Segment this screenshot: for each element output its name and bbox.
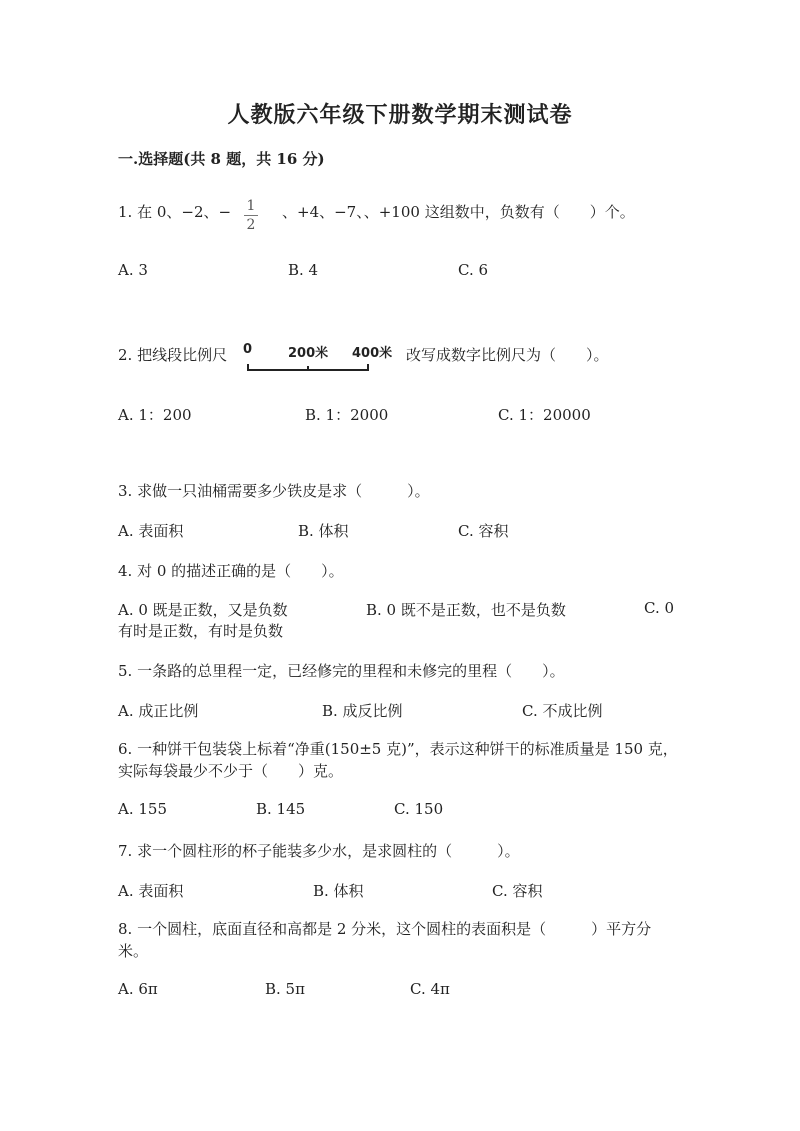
q3-option-a: A. 表面积 [118,522,184,540]
q8-option-c: C. 4π [410,980,450,998]
scale-line [240,342,400,378]
fraction-one-half [244,198,258,233]
q3-option-b: B. 体积 [298,522,349,540]
scale-label-0: 0 [243,342,253,357]
q7-option-b: B. 体积 [313,882,364,900]
q1-option-a: A. 3 [118,261,148,279]
q5-option-c: C. 不成比例 [522,702,603,720]
q4-option-a: A. 0 既是正数，又是负数 [118,601,288,619]
question-2-prefix: 2. 把线段比例尺 [118,346,228,364]
q4-option-b: B. 0 既不是正数，也不是负数 [366,601,566,619]
fraction-numerator: 1 [246,198,256,214]
q2-option-c: C. 1：20000 [498,406,591,424]
q1-option-b: B. 4 [288,261,319,279]
question-3: 3. 求做一只油桶需要多少铁皮是求（ ）。 [118,482,430,500]
question-2-suffix: 改写成数字比例尺为（ ）。 [406,346,609,364]
line-scale-figure [240,342,400,378]
question-5: 5. 一条路的总里程一定，已经修完的里程和未修完的里程（ ）。 [118,662,565,680]
scale-label-200: 200米 [288,346,329,361]
question-1-suffix: 、+4、−7、、+100 这组数中，负数有（ ）个。 [282,203,635,221]
question-1-prefix: 1. 在 0、−2、− [118,203,232,221]
q5-option-b: B. 成反比例 [322,702,403,720]
q7-option-a: A. 表面积 [118,882,184,900]
q8-option-a: A. 6π [118,980,158,998]
question-8: 8. 一个圆柱，底面直径和高都是 2 分米，这个圆柱的表面积是（ ）平方分米。 [118,920,652,960]
q8-option-b: B. 5π [265,980,305,998]
page-title: 人教版六年级下册数学期末测试卷 [227,102,573,128]
q4-option-c: C. 0 [644,599,675,617]
q5-option-a: A. 成正比例 [118,702,199,720]
q4-option-c-continued: 有时是正数，有时是负数 [118,622,284,640]
q2-option-b: B. 1：2000 [305,406,389,424]
section-heading: 一.选择题(共 8 题，共 16 分) [118,150,325,168]
question-7: 7. 求一个圆柱形的杯子能装多少水，是求圆柱的（ ）。 [118,842,520,860]
q6-option-a: A. 155 [118,800,167,818]
q6-option-b: B. 145 [256,800,306,818]
scale-label-400: 400米 [352,346,393,361]
q6-option-c: C. 150 [394,800,444,818]
question-4: 4. 对 0 的描述正确的是（ ）。 [118,562,344,580]
q2-option-a: A. 1：200 [118,406,192,424]
q7-option-c: C. 容积 [492,882,543,900]
q1-option-c: C. 6 [458,261,489,279]
q3-option-c: C. 容积 [458,522,509,540]
fraction-bar [244,215,258,216]
fraction-denominator: 2 [246,217,256,233]
question-6: 6. 一种饼干包装袋上标着“净重(150±5 克)”，表示这种饼干的标准质量是 150 克，实际每袋最少不少于（ ）克。 [118,740,678,780]
